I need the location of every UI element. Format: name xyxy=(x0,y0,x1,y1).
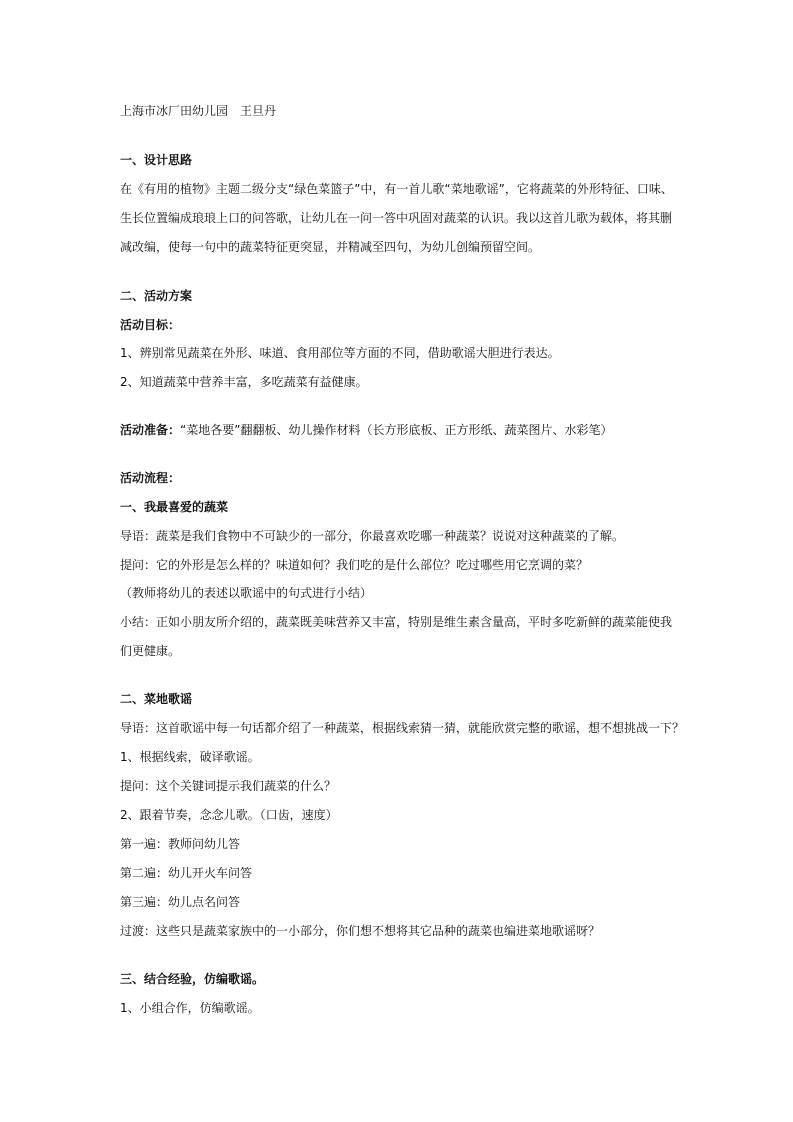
step2-intro: 导语：这首歌谣中每一句话都介绍了一种蔬菜，根据线索猜一猜，就能欣赏完整的歌谣，想不想挑战一下？ xyxy=(120,721,685,735)
step2-round-1: 第一遍：教师问幼儿答 xyxy=(120,837,241,851)
step2-heading: 二、菜地歌谣 xyxy=(120,692,193,706)
step1-question: 提问：它的外形是怎么样的？味道如何？我们吃的是什么部位？吃过哪些用它烹调的菜？ xyxy=(120,558,589,572)
step2-round-2: 第二遍：幼儿开火车问答 xyxy=(120,866,253,880)
preparation-text: “菜地各要”翻翻板、幼儿操作材料（长方形底板、正方形纸、蔬菜图片、水彩笔） xyxy=(180,423,613,437)
step1-summary-line-2: 们更健康。 xyxy=(120,644,181,658)
section-heading-design: 一、设计思路 xyxy=(120,153,193,167)
design-paragraph-line-1: 在《有用的植物》主题二级分支“绿色菜篮子”中，有一首儿歌“菜地歌谣”，它将蔬菜的外形特征、口味、 xyxy=(120,182,673,196)
author-line: 上海市冰厂田幼儿园 王旦丹 xyxy=(120,104,277,118)
step2-item-1: 1、根据线索，破译歌谣。 xyxy=(120,750,260,764)
goal-item-2: 2、知道蔬菜中营养丰富，多吃蔬菜有益健康。 xyxy=(120,375,368,389)
preparation-line xyxy=(120,423,612,437)
step1-heading: 一、我最喜爱的蔬菜 xyxy=(120,500,229,514)
preparation-label: 活动准备： xyxy=(120,423,181,437)
step1-note: （教师将幼儿的表述以歌谣中的句式进行小结） xyxy=(120,586,373,600)
step2-round-3: 第三遍：幼儿点名问答 xyxy=(120,895,241,909)
design-paragraph-line-3: 减改编，使每一句中的蔬菜特征更突显，并精减至四句，为幼儿创编预留空间。 xyxy=(120,240,541,254)
step3-heading: 三、结合经验，仿编歌谣。 xyxy=(120,972,265,986)
step1-intro: 导语：蔬菜是我们食物中不可缺少的一部分，你最喜欢吃哪一种蔬菜？说说对这种蔬菜的了解。 xyxy=(120,529,625,543)
goal-item-1: 1、辨别常见蔬菜在外形、味道、食用部位等方面的不同，借助歌谣大胆进行表达。 xyxy=(120,346,560,360)
step2-question: 提问：这个关键词提示我们蔬菜的什么？ xyxy=(120,779,337,793)
step1-summary-line-1: 小结：正如小朋友所介绍的，蔬菜既美味营养又丰富，特别是维生素含量高，平时多吃新鲜的蔬菜能使我 xyxy=(120,615,673,629)
flow-label: 活动流程： xyxy=(120,471,181,485)
step2-item-2: 2、跟着节奏，念念儿歌。（口齿，速度） xyxy=(120,808,338,822)
section-heading-plan: 二、活动方案 xyxy=(120,289,193,303)
step2-transition: 过渡：这些只是蔬菜家族中的一小部分，你们想不想将其它品种的蔬菜也编进菜地歌谣呀？ xyxy=(120,924,601,938)
goals-label: 活动目标： xyxy=(120,318,181,332)
step3-item-1: 1、小组合作，仿编歌谣。 xyxy=(120,1001,260,1015)
design-paragraph-line-2: 生长位置编成琅琅上口的问答歌，让幼儿在一问一答中巩固对蔬菜的认识。我以这首儿歌为载体，将其删 xyxy=(120,211,673,225)
